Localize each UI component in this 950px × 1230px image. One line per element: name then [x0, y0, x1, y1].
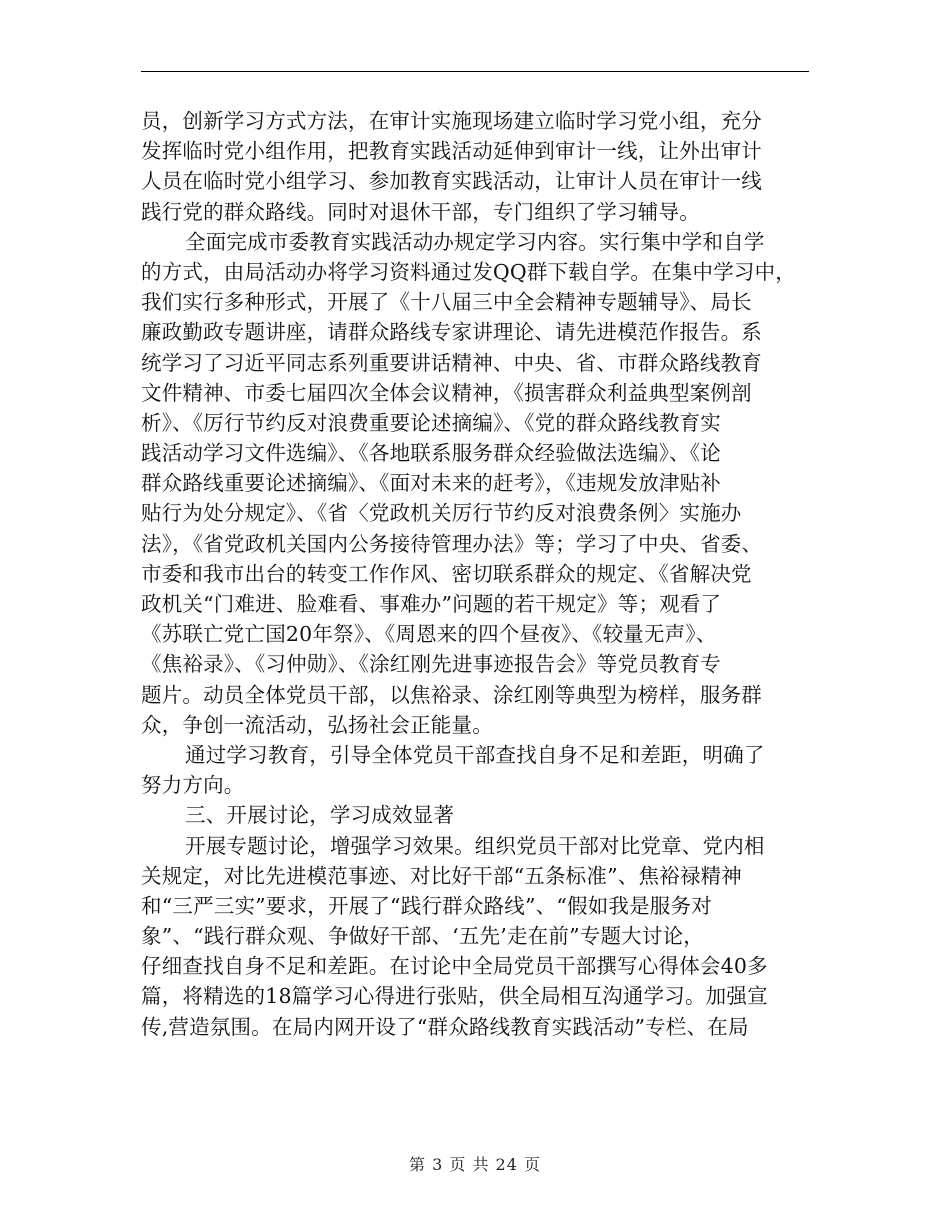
- text-line: 全面完成市委教育实践活动办规定学习内容。实行集中学和自学: [185, 229, 765, 254]
- text-line: 众，争创一流活动，弘扬社会正能量。: [141, 712, 493, 737]
- text-line: 统学习了习近平同志系列重要讲话精神、中央、省、市群众路线教育: [141, 350, 762, 375]
- text-line: 篇，将精选的18篇学习心得进行张贴，供全局相互沟通学习。加强宣: [141, 984, 768, 1009]
- text-line: 《焦裕录》、《习仲勋》、《涂红刚先进事迹报告会》等党员教育专: [141, 652, 721, 677]
- text-line: 仔细查找自身不足和差距。在讨论中全局党员干部撰写心得体会40多: [141, 954, 768, 979]
- text-line: 开展专题讨论，增强学习效果。组织党员干部对比党章、党内相: [185, 833, 765, 858]
- text-line: 人员在临时党小组学习、参加教育实践活动，让审计人员在审计一线: [141, 169, 762, 194]
- text-line: 政机关“门难进、脸难看、事难办”问题的若干规定》等；观看了: [141, 592, 722, 616]
- text-line: 的方式，由局活动办将学习资料通过发QQ群下载自学。在集中学习中，: [141, 259, 797, 284]
- text-line: 贴行为处分规定》、《省〈党政机关厉行节约反对浪费条例〉实施办: [141, 501, 742, 526]
- text-line: 员，创新学习方式方法，在审计实施现场建立临时学习党小组，充分: [141, 109, 762, 133]
- text-line: 努力方向。: [141, 773, 245, 798]
- text-line: 市委和我市出台的转变工作作风、密切联系群众的规定、《省解决党: [141, 561, 752, 586]
- text-line: 《苏联亡党亡国20年祭》、《周恩来的四个昼夜》、《较量无声》、: [141, 622, 717, 647]
- text-line: 传,营造氛围。在局内网开设了“群众路线教育实践活动”专栏、在局: [141, 1014, 749, 1039]
- text-line: 践行党的群众路线。同时对退休干部，专门组织了学习辅导。: [141, 199, 700, 224]
- text-line: 关规定，对比先进模范事迹、对比好干部“五条标准”、焦裕禄精神: [141, 863, 742, 888]
- text-line: 发挥临时党小组作用，把教育实践活动延伸到审计一线，让外出审计: [141, 139, 762, 164]
- text-line: 通过学习教育，引导全体党员干部查找自身不足和差距，明确了: [185, 742, 765, 767]
- text-line: 践活动学习文件选编》、《各地联系服务群众经验做法选编》、《论: [141, 441, 721, 466]
- text-line: 题片。动员全体党员干部，以焦裕录、涂红刚等典型为榜样，服务群: [141, 682, 762, 707]
- text-line: 析》、《厉行节约反对浪费重要论述摘编》、《党的群众路线教育实: [141, 410, 721, 435]
- text-line: 文件精神、市委七届四次全体会议精神，《损害群众利益典型案例剖: [141, 380, 752, 405]
- text-line: 法》，《省党政机关国内公务接待管理办法》等；学习了中央、省委、: [141, 531, 763, 556]
- text-line: 我们实行多种形式，开展了《十八届三中全会精神专题辅导》、局长: [141, 290, 752, 315]
- text-line: 象”、“践行群众观、争做好干部、‘五先’走在前”专题大讨论，: [141, 924, 704, 949]
- document-body: [141, 106, 813, 1042]
- text-line: 三、开展讨论，学习成效显著: [185, 803, 455, 828]
- page-footer: 第 3 页 共 24 页: [409, 1155, 541, 1174]
- text-line: 群众路线重要论述摘编》、《面对未来的赶考》，《违规发放津贴补: [141, 471, 721, 496]
- header-rule: [141, 71, 809, 72]
- text-line: 廉政勤政专题讲座，请群众路线专家讲理论、请先进模范作报告。系: [141, 320, 762, 345]
- text-line: 和“三严三实”要求，开展了“践行群众路线”、“假如我是服务对: [141, 893, 712, 918]
